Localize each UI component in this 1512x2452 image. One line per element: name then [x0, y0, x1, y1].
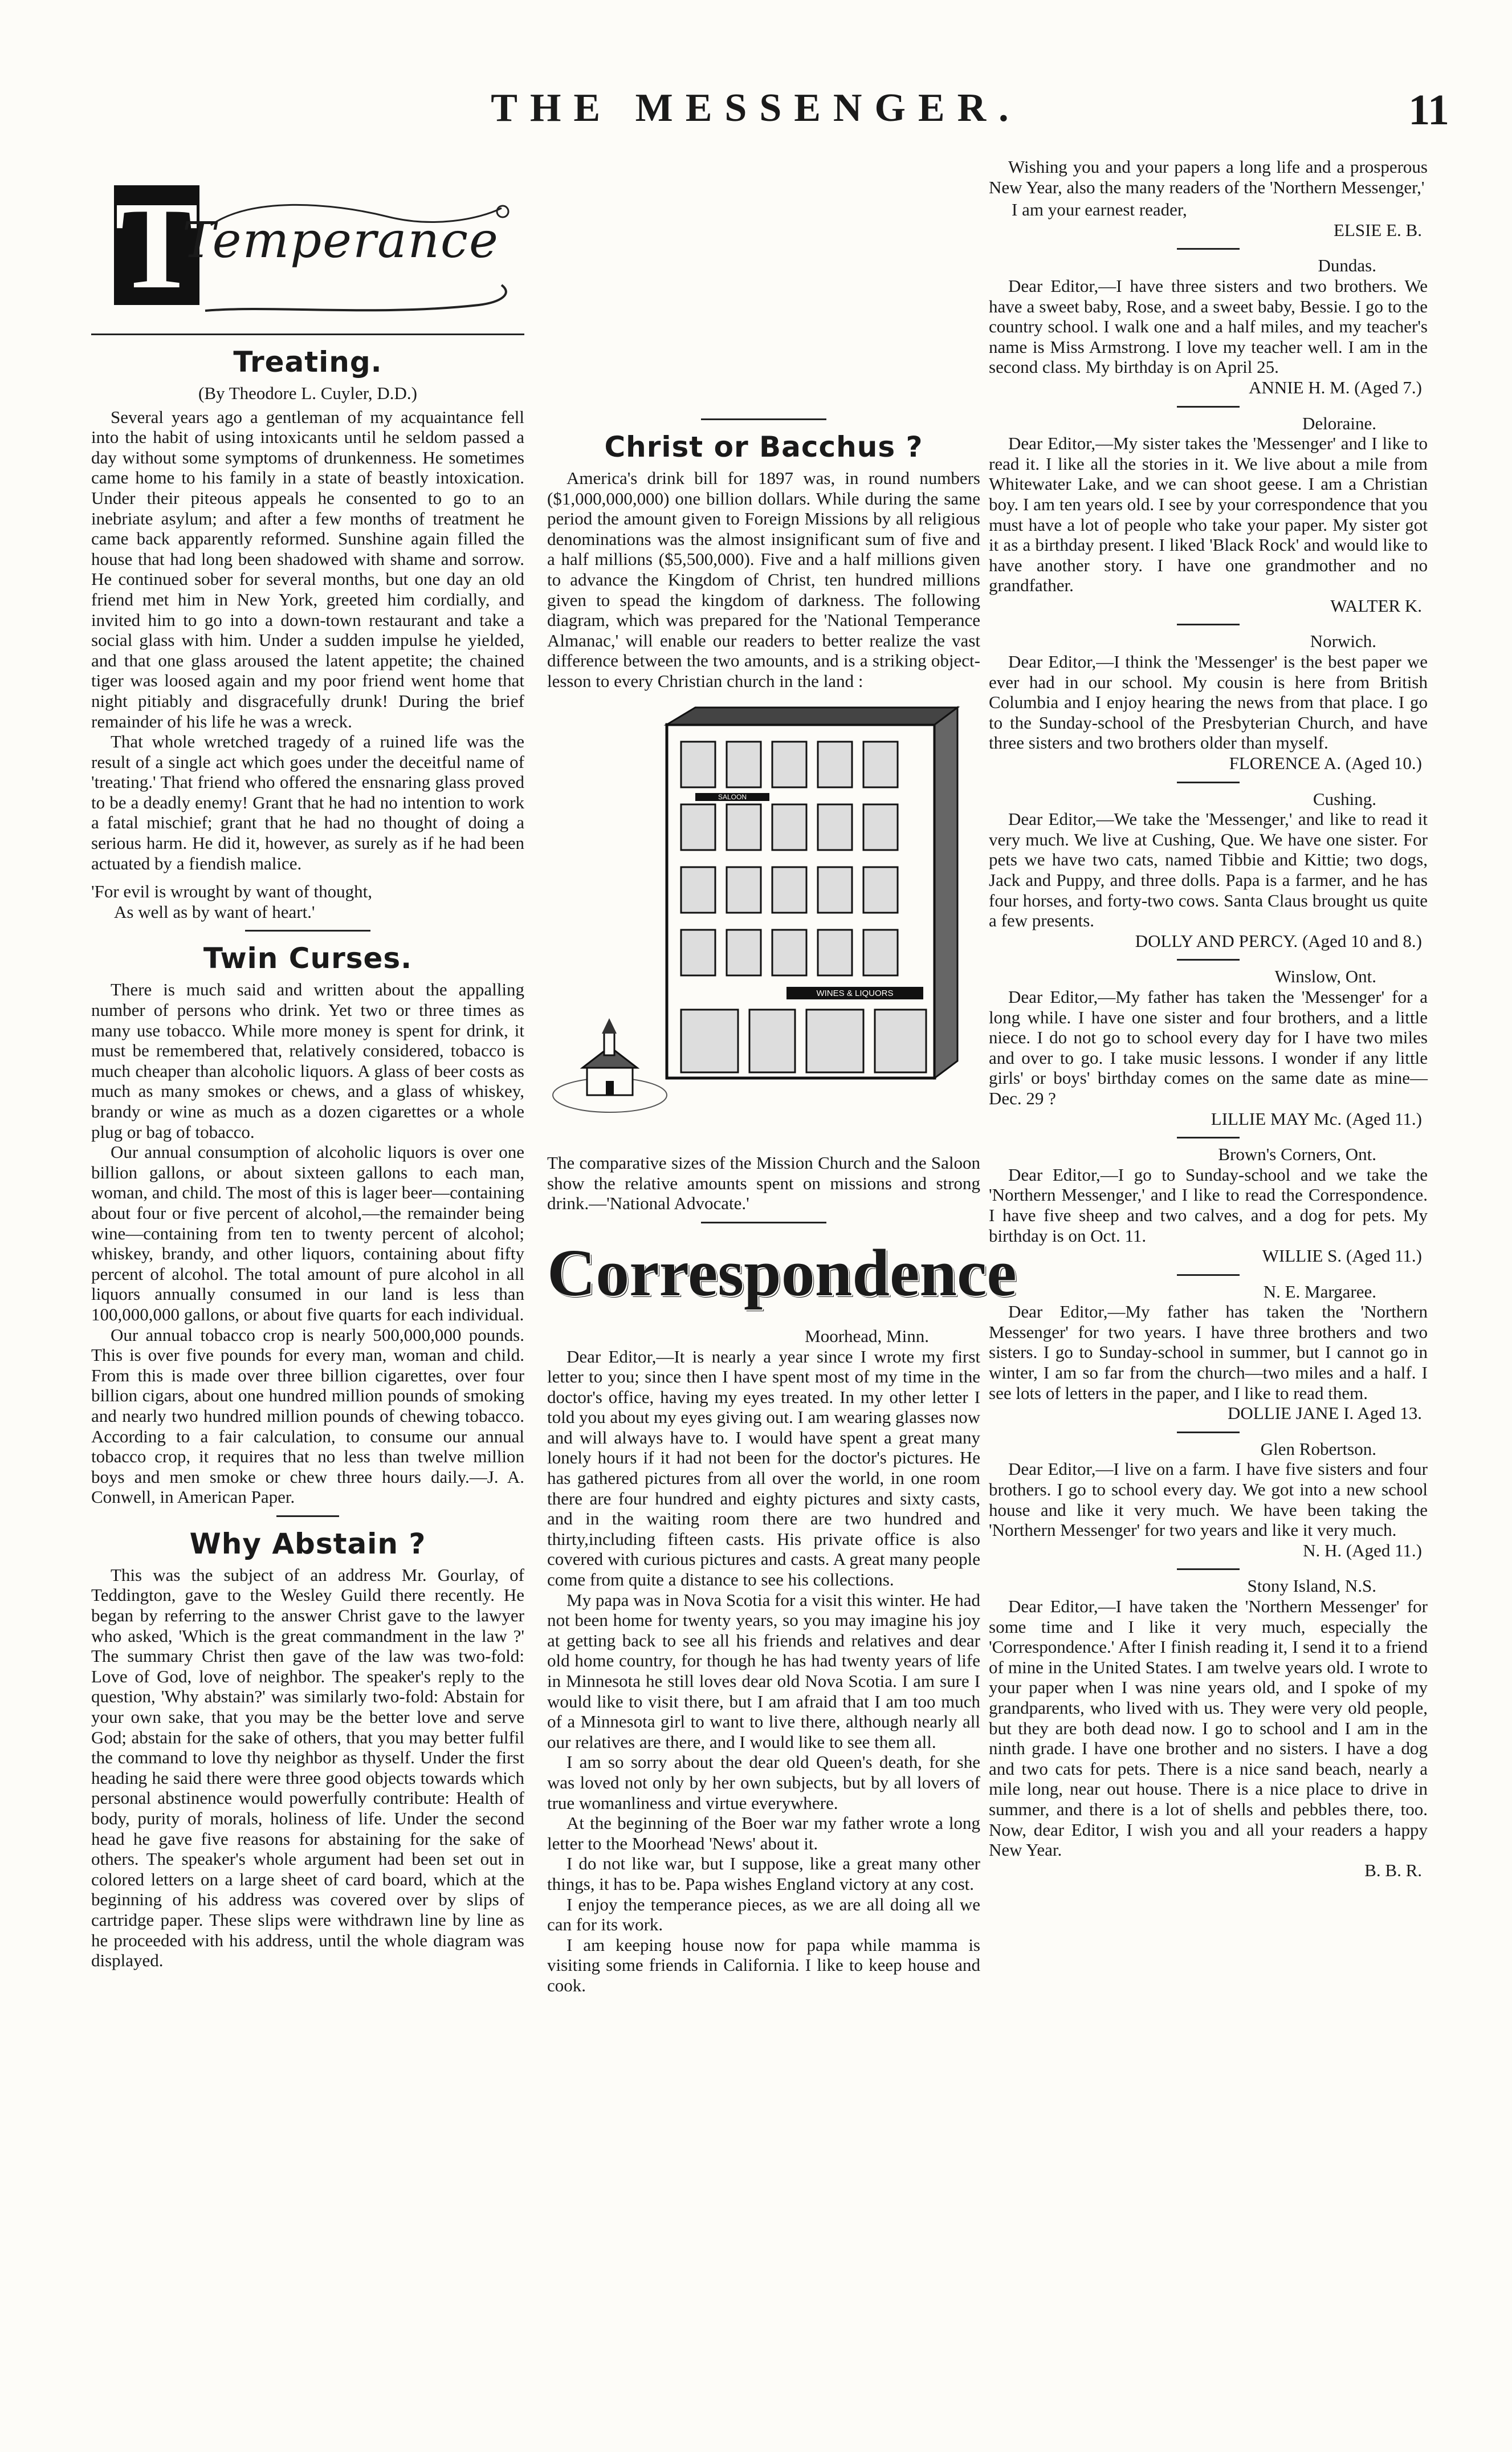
letter-paragraph: Dear Editor,—I go to Sunday-school and we take the 'Northern Messenger,' and I like to read the Correspondence. I have five sheep and two calves, and a dog for pets. My birthday is on Oct. 11.	[989, 1164, 1428, 1246]
figure-caption: The comparative sizes of the Mission Church and the Saloon show the relative amounts spent on missions and strong drink.—'National Advocate.'	[547, 1153, 980, 1214]
letter-place: Moorhead, Minn.	[805, 1325, 929, 1346]
saloon-and-church-illustration	[547, 702, 980, 1141]
divider	[1177, 624, 1240, 625]
divider	[1177, 1568, 1240, 1570]
liquor-sign-text: WINES & LIQUORS	[816, 988, 894, 998]
letter-signature: WILLIE S. (Aged 11.)	[1262, 1246, 1422, 1266]
twin-curses-heading: Twin Curses.	[203, 942, 413, 975]
treating-paragraph: Several years ago a gentleman of my acquaintance fell into the habit of using intoxicants until he seldom passed a day without some symptoms of drunkenness. He sometimes came home to his family in a state of beastly intoxication. Under their piteous appeals he consented to go to an inebriate asylum; and after a few months of treatment he came back apparently reformed. Sunshine again filled the house that had long been shadowed with shame and sorrow. He continued sober for several months, but one day an old friend met him in New York, greeted him cordially, and invited him to go into a down-town restaurant and take a social glass with him. Under a sudden impulse he yielded, and that one glass aroused the latent appetite; the chained tiger was loosed again and my poor friend went home that night pitiably and disgracefully drunk! During the brief remainder of his life he was a wreck.	[91, 406, 524, 731]
letter-signature: B. B. R.	[1364, 1860, 1422, 1880]
column-2-top	[547, 157, 980, 408]
letter-signature: LILLIE MAY Mc. (Aged 11.)	[1211, 1108, 1422, 1129]
correspondence-heading: Correspondence	[547, 1235, 1017, 1310]
divider	[1177, 1432, 1240, 1433]
column-2	[547, 410, 1017, 1996]
column-3	[989, 157, 1428, 1880]
letter-signature: WALTER K.	[1330, 595, 1422, 616]
temperance-banner	[91, 162, 524, 335]
letter-place: Winslow, Ont.	[1274, 966, 1376, 987]
letter-paragraph: Dear Editor,—I live on a farm. I have five sisters and four brothers. I go to school every day. We got into a new school house and like it very much. We have been taking the 'Northern Messenger' for two years and like it very much.	[989, 1459, 1428, 1540]
saloon-sign-text: SALOON	[718, 792, 747, 801]
divider	[1177, 248, 1240, 250]
twin-curses-paragraph: Our annual consumption of alcoholic liquors is over one billion gallons, or about sixteen gallons to each man, woman, and child. The most of this is lager beer—containing about four or five percent of alcohol,—the remainder being wine—containing from ten to twenty percent of alcohol; whiskey, brandy, and other liquors, containing about fifty percent of alcohol. The total amount of pure alcohol in all liquors annually consumed in our land is less than 100,000,000 gallons, or about five quarts for each individual.	[91, 1142, 524, 1324]
letter-paragraph: Wishing you and your papers a long life and a prosperous New Year, also the many readers of the 'Northern Messenger,'	[989, 157, 1428, 197]
letter-place: Norwich.	[1310, 631, 1376, 652]
letter-place: Stony Island, N.S.	[1247, 1576, 1376, 1596]
divider	[701, 418, 826, 420]
why-abstain-paragraph: This was the subject of an address Mr. Gourlay, of Teddington, gave to the Wesley Guild there recently. He began by referring to the answer Christ gave to the lawyer who asked, 'Which is the great commandment in the law ?' The summary Christ then gave of the law was two-fold: Love of God, love of neighbor. The speaker's reply to the question, 'Why abstain?' was similarly two-fold: Abstain for your own sake, that you may be the better love and serve God; abstain for the sake of others, that you may better fulfil the command to love thy neighbor as thyself. Under the first heading he said there were three good objects towards which personal abstinence would powerfully contribute: Health of body, purity of morals, holiness of life. Under the second head he gave five reasons for abstaining for the sake of others. The speaker's whole argument had been set out in colored letters on a large sheet of card board, which at the beginning of his address was covered over by slips of cartridge paper. These slips were withdrawn line by line as he proceeded with his address, until the whole diagram was displayed.	[91, 1564, 524, 1971]
letter-signature: DOLLY AND PERCY. (Aged 10 and 8.)	[1135, 930, 1422, 951]
letter-paragraph: At the beginning of the Boer war my father wrote a long letter to the Moorhead 'News' about it.	[547, 1813, 980, 1853]
divider	[1177, 959, 1240, 961]
letter-place: Brown's Corners, Ont.	[1218, 1144, 1376, 1165]
treating-verse	[91, 881, 524, 922]
divider	[276, 1515, 339, 1517]
treating-paragraph: That whole wretched tragedy of a ruined life was the result of a single act which goes under the deceitful name of 'treating.' That friend who offered the ensnaring glass proved to be a deadly enemy! Grant that he had no intention to work a fatal mischief; grant that he had no thought of doing a serious harm. He did it, however, as surely as if he had been actuated by a fiendish malice.	[91, 731, 524, 873]
letter-paragraph: I do not like war, but I suppose, like a great many other things, it has to be. Papa wishes England victory at any cost.	[547, 1853, 980, 1894]
letter-paragraph: I am so sorry about the dear old Queen's death, for she was loved not only by her own subjects, but by all lovers of true womanliness and virtue everywhere.	[547, 1752, 980, 1813]
letter-paragraph: Dear Editor,—I think the 'Messenger' is the best paper we ever had in our school. My cousin is here from British Columbia and I enjoy hearing the news from that place. I go to the Sunday-school of the Presbyterian Church, and have three sisters and two brothers older than myself.	[989, 652, 1428, 753]
twin-curses-paragraph: There is much said and written about the appalling number of persons who drink. Yet two or three times as many use tobacco. While more money is spent for drink, it must be remembered that, relatively considered, tobacco is much cheaper than alcoholic liquors. A glass of beer costs as much as many smokes or chews, and a glass of whiskey, brandy or wine as much as a dozen cigarettes or a whole plug or bag of tobacco.	[91, 979, 524, 1142]
letter-place: Glen Robertson.	[1260, 1438, 1376, 1459]
letter-signature: ELSIE E. B.	[1334, 219, 1422, 240]
letter-paragraph: My papa was in Nova Scotia for a visit this winter. He had not been home for twenty years, so you may imagine his joy at getting back to see all his friends and relatives and dear old home country, for though he has had twenty years of life in Minnesota he still loves dear old Nova Scotia. I am sure I would like to visit there, but I am afraid that I am too much of a Minnesota girl to want to live there, although nearly all our relatives are there, and I would like to see them all.	[547, 1589, 980, 1752]
verse-line: 'For evil is wrought by want of thought,	[91, 881, 372, 902]
letter-paragraph: Dear Editor,—My father has taken the 'Messenger' for a long while. I have one sister and four brothers, and a little niece. I do not go to school every day for I have two miles and over to go. I take music lessons. I wonder if any little girls' or boys' birthday comes on the same date as mine—Dec. 29 ?	[989, 986, 1428, 1108]
letter-signature: DOLLIE JANE I. Aged 13.	[1228, 1403, 1422, 1424]
letter-place: N. E. Margaree.	[1263, 1281, 1376, 1302]
letter-place: Dundas.	[1318, 255, 1376, 276]
treating-byline: (By Theodore L. Cuyler, D.D.)	[198, 383, 417, 403]
verse-line: As well as by want of heart.'	[114, 901, 315, 922]
letter-paragraph: I enjoy the temperance pieces, as we are all doing all we can for its work.	[547, 1894, 980, 1935]
letter-place: Deloraine.	[1302, 413, 1376, 433]
letter-signature: FLORENCE A. (Aged 10.)	[1229, 753, 1422, 774]
divider	[245, 930, 370, 932]
why-abstain-heading: Why Abstain ?	[189, 1527, 426, 1560]
divider	[1177, 1274, 1240, 1276]
temperance-banner-text: Temperance	[182, 212, 499, 269]
temperance-initial-icon: T	[115, 176, 199, 315]
closing-line: I am your earnest reader,	[1012, 200, 1187, 220]
page-number: 11	[1408, 86, 1449, 134]
column-1	[91, 157, 524, 1971]
why-abstain-continuation-note	[547, 157, 980, 177]
letter-paragraph: Dear Editor,—It is nearly a year since I wrote my first letter to you; since then I have spent most of my time in the doctor's office, having my eyes treated. In my other letter I told you about my eyes giving out. I am wearing glasses now and will always have to. I would have spent a great many lonely hours if it had not been for the doctor's pictures. He has gathered pictures from all over the world, in one room there are four hundred and eighty pictures and sixty casts, and in the waiting room there are two hundred and thirty,including fifteen casts. His private office is also covered with curious pictures and casts. A great many people come from quite a distance to see his collections.	[547, 1346, 980, 1590]
masthead	[0, 86, 1512, 148]
newspaper-title: THE MESSENGER.	[491, 86, 1021, 130]
treating-heading: Treating.	[233, 345, 382, 379]
mission-church-icon	[553, 1018, 667, 1112]
christ-or-bacchus-heading: Christ or Bacchus ?	[604, 430, 923, 463]
letter-paragraph: Dear Editor,—I have three sisters and two brothers. We have a sweet baby, Rose, and a sweet baby, Bessie. I go to the country school. I walk one and a half miles, and my teacher's name is Miss Armstrong. I love my teacher well. I am in the second class. My birthday is on April 25.	[989, 275, 1428, 377]
twin-curses-paragraph: Our annual tobacco crop is nearly 500,000,000 pounds. This is over five pounds for every man, woman and child. From this is made over three billion cigarettes, over four billion cigars, about one hundred million pounds of smoking and nearly two hundred million pounds of chewing tobacco. According to a fair calculation, to consume our annual tobacco crop, it requires that no less than twelve million boys and men smoke or chew three hours daily.—J. A. Conwell, in American Paper.	[91, 1324, 524, 1507]
divider	[1177, 406, 1240, 408]
letter-paragraph: Dear Editor,—My sister takes the 'Messenger' and I like to read it. I like all the stories in it. We live about a mile from Whitewater Lake, and we can shoot geese. I am a Christian boy. I am ten years old. I see by your correspondence that you must have a lot of people who take your paper. My sister got it as a birthday present. I liked 'Black Rock' and would like to have another story. I have one grandmother and no grandfather.	[989, 433, 1428, 596]
letter-signature: N. H. (Aged 11.)	[1303, 1540, 1422, 1560]
letter-paragraph: Dear Editor,—We take the 'Messenger,' and like to read it very much. We live at Cushing, Que. We have one sister. For pets we have two cats, named Tibbie and Kittie; two dogs, Jack and Puppy, and three dolls. Papa is a farmer, and he has four horses, and forty-two cows. Santa Claus brought us quite a few presents.	[989, 809, 1428, 931]
letter-paragraph: Dear Editor,—My father has taken the 'Northern Messenger' for two years. I have three brothers and two sisters. I go to Sunday-school in summer, but I cannot go in winter, I am so far from the church—two miles and a half. I see lots of letters in the paper, and I like to read them.	[989, 1302, 1428, 1403]
letter-closing	[989, 200, 1428, 220]
letter-paragraph: I am keeping house now for papa while mamma is visiting some friends in California. I like to keep house and cook.	[547, 1934, 980, 1995]
letter-place: Cushing.	[1313, 788, 1376, 809]
divider	[1177, 1137, 1240, 1138]
letter-signature: ANNIE H. M. (Aged 7.)	[1249, 377, 1422, 397]
divider	[701, 1222, 826, 1223]
divider	[1177, 782, 1240, 783]
letter-paragraph: Dear Editor,—I have taken the 'Northern Messenger' for some time and I like it very much, especially the 'Correspondence.' After I finish reading it, I send it to a friend of mine in the United States. I am twelve years old. I wrote to your paper when I was nine years old, and I spoke of my grandparents, who lived with us. They were very old people, but they are both dead now. I go to school and I am in the ninth grade. I have one brother and no sisters. I have a dog and two cats for pets. There is a nice sand beach, nearly a mile long, near out house. There is a nice place to drive in summer, and there is a lot of shells and pebbles there, too. Now, dear Editor, I wish you and all your readers a happy New Year.	[989, 1596, 1428, 1860]
christ-or-bacchus-paragraph: America's drink bill for 1897 was, in round numbers ($1,000,000,000) one billion dollars. While during the same period the amount given to Foreign Missions by all religious denominations was the almost insignificant sum of five and a half millions ($5,500,000). Five and a half millions given to advance the Kingdom of Christ, ten hundred millions given to spead the kingdom of darkness. The following diagram, which was prepared for the 'National Temperance Almanac,' will enable our readers to better realize the vast difference between the two amounts, and is a striking object-lesson to every Christian church in the land :	[547, 468, 980, 691]
